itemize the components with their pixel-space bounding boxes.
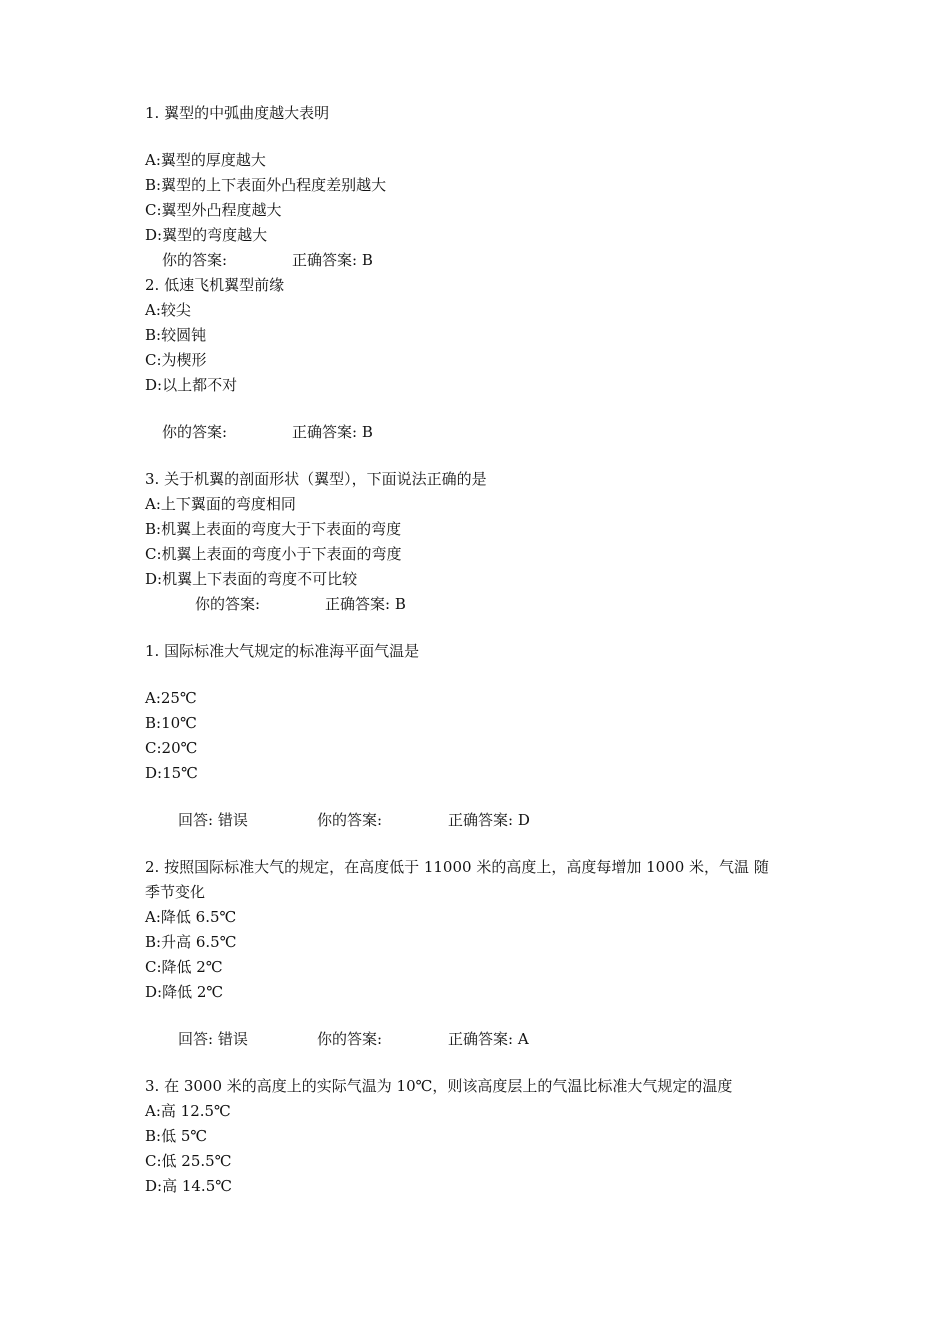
question-5-result: 回答: 错误 xyxy=(178,1030,248,1048)
question-1-stem: 1. 翼型的中弧曲度越大表明 xyxy=(145,104,330,122)
question-3-option-d: D:机翼上下表面的弯度不可比较 xyxy=(145,570,358,588)
question-6-option-a: A:高 12.5℃ xyxy=(145,1102,231,1120)
question-5-stem-line-1: 2. 按照国际标准大气的规定，在高度低于 11000 米的高度上，高度每增加 1000 米，气温 随 xyxy=(145,858,769,876)
question-3-option-a: A:上下翼面的弯度相同 xyxy=(145,495,296,513)
question-5-option-a: A:降低 6.5℃ xyxy=(145,908,237,926)
question-3-your-answer: 你的答案: xyxy=(195,595,261,613)
question-5-option-c: C:降低 2℃ xyxy=(145,958,223,976)
question-2-option-a: A:较尖 xyxy=(145,301,191,319)
question-1-your-answer: 你的答案: xyxy=(162,251,228,269)
question-4-stem: 1. 国际标准大气规定的标准海平面气温是 xyxy=(145,642,420,660)
question-5-your-answer: 你的答案: xyxy=(317,1030,383,1048)
question-2-option-c: C:为楔形 xyxy=(145,351,207,369)
question-1-option-a: A:翼型的厚度越大 xyxy=(145,151,266,169)
question-4-option-b: B:10℃ xyxy=(145,714,197,732)
question-6-option-c: C:低 25.5℃ xyxy=(145,1152,232,1170)
question-3-option-b: B:机翼上表面的弯度大于下表面的弯度 xyxy=(145,520,402,538)
question-2-option-d: D:以上都不对 xyxy=(145,376,238,394)
question-1-option-c: C:翼型外凸程度越大 xyxy=(145,201,282,219)
question-5-stem-line-2: 季节变化 xyxy=(145,883,206,901)
question-5-option-d: D:降低 2℃ xyxy=(145,983,224,1001)
question-3-correct-answer: 正确答案: B xyxy=(325,595,406,613)
question-6-option-d: D:高 14.5℃ xyxy=(145,1177,233,1195)
question-2-option-b: B:较圆钝 xyxy=(145,326,207,344)
question-4-option-a: A:25℃ xyxy=(145,689,197,707)
question-3-stem: 3. 关于机翼的剖面形状（翼型），下面说法正确的是 xyxy=(145,470,487,488)
question-4-correct-answer: 正确答案: D xyxy=(448,811,530,829)
question-4-result: 回答: 错误 xyxy=(178,811,248,829)
question-4-your-answer: 你的答案: xyxy=(317,811,383,829)
question-1-option-d: D:翼型的弯度越大 xyxy=(145,226,268,244)
question-4-option-c: C:20℃ xyxy=(145,739,198,757)
question-6-option-b: B:低 5℃ xyxy=(145,1127,208,1145)
question-2-your-answer: 你的答案: xyxy=(162,423,228,441)
question-3-option-c: C:机翼上表面的弯度小于下表面的弯度 xyxy=(145,545,402,563)
question-1-option-b: B:翼型的上下表面外凸程度差别越大 xyxy=(145,176,387,194)
question-2-stem: 2. 低速飞机翼型前缘 xyxy=(145,276,285,294)
question-4-option-d: D:15℃ xyxy=(145,764,198,782)
question-6-stem: 3. 在 3000 米的高度上的实际气温为 10℃，则该高度层上的气温比标准大气规定的温度 xyxy=(145,1077,733,1095)
question-2-correct-answer: 正确答案: B xyxy=(292,423,373,441)
question-5-correct-answer: 正确答案: A xyxy=(448,1030,529,1048)
question-1-correct-answer: 正确答案: B xyxy=(292,251,373,269)
question-5-option-b: B:升高 6.5℃ xyxy=(145,933,237,951)
